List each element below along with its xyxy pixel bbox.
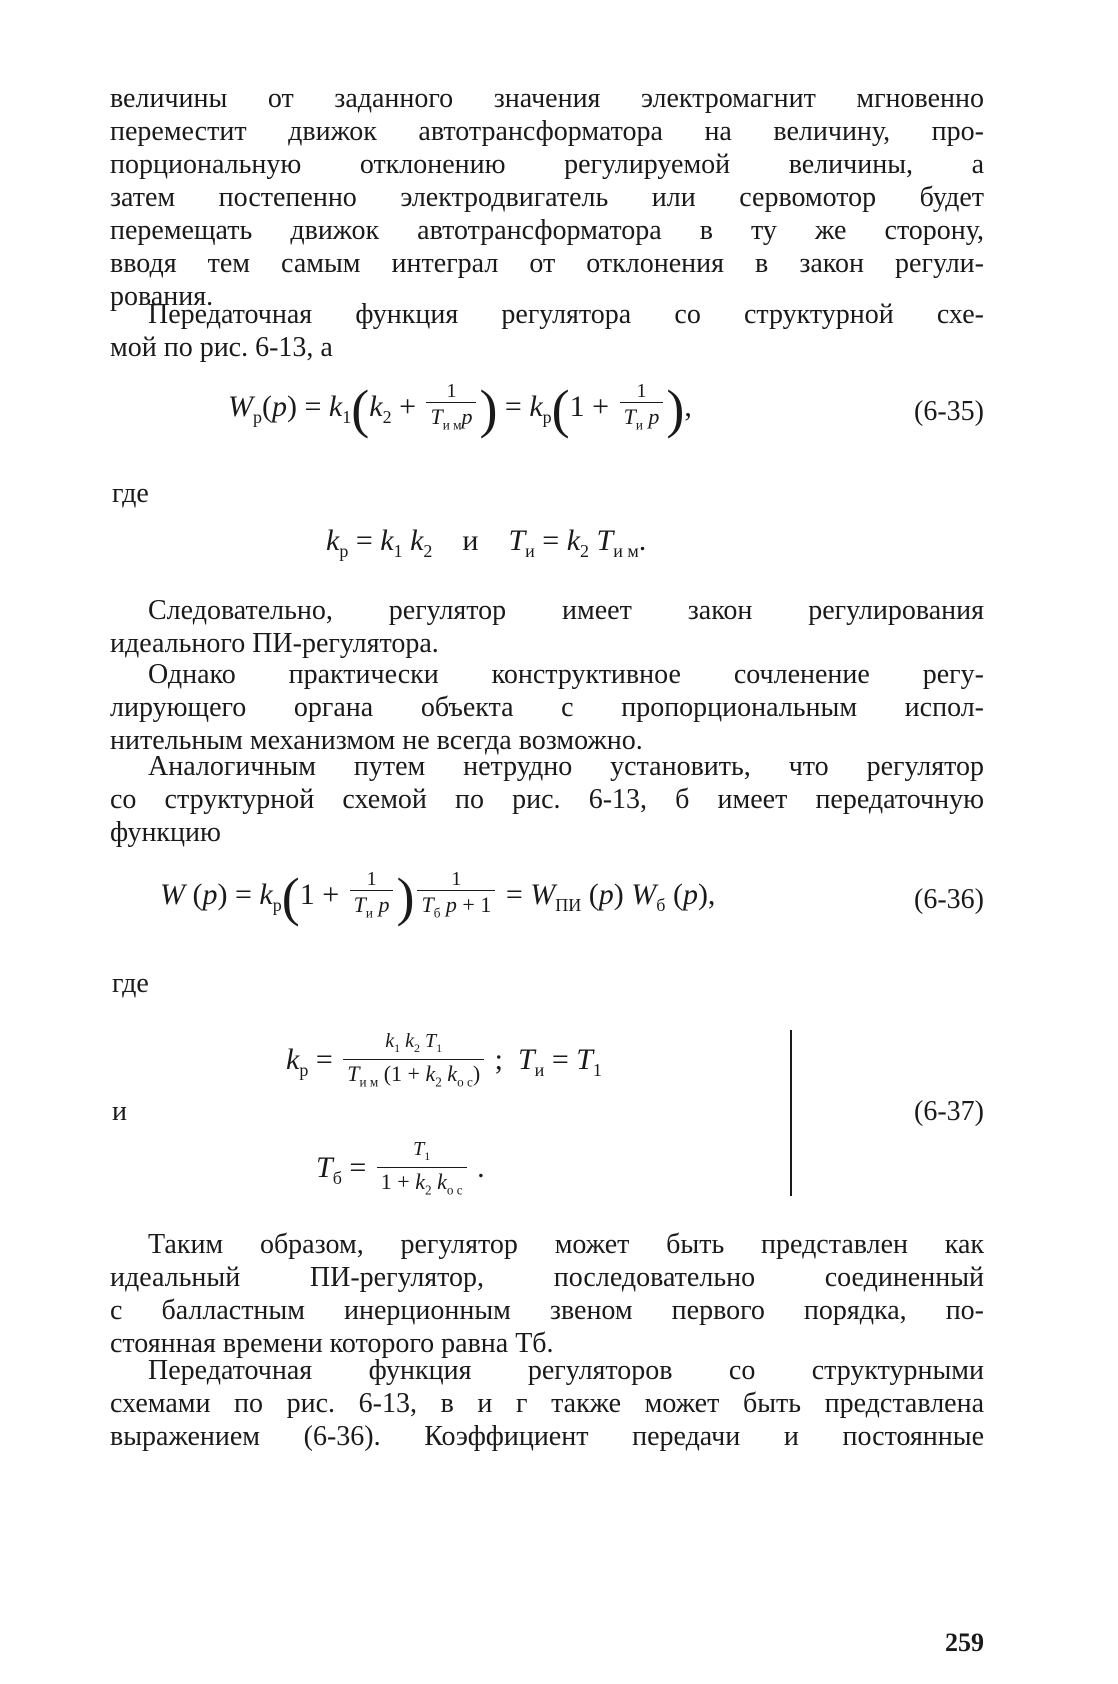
text-line: величины от заданного значения электромагнит мгновенно [110, 83, 984, 114]
paragraph-6 [110, 1228, 984, 1360]
text-line: нительным механизмом не всегда возможно. [110, 725, 643, 756]
right-brace [790, 1030, 792, 1196]
text-line: мой по рис. 6-13, а [110, 332, 333, 363]
equation-number: (6-35) [914, 396, 984, 427]
text-line: перемещать движок автотрансформатора в ту же сторону, [110, 215, 984, 246]
equation-6-36: W $(p) = k_р(1$ + $\frac{1}{T_и p}$ ) $\frac{1}{T_б p + 1}$ = $W_{ПИ}$ (p) $W_б$ (p), [160, 867, 716, 927]
text-line: выражением (6-36). Коэффициент передачи и постоянные [110, 1421, 984, 1452]
paragraph-2 [110, 298, 984, 364]
text-line: функцию [110, 817, 221, 848]
equation-number: (6-37) [914, 1096, 984, 1127]
paragraph-4 [110, 658, 984, 757]
equation-tb-6-37: $T_б$ = $\frac{T_1}{1 + k_2 k_{о с}}$ . [316, 1138, 485, 1202]
paragraph-5 [110, 750, 984, 849]
text-line: вводя тем самым интеграл от отклонения в закон регули- [110, 248, 984, 279]
text-line: Однако практически конструктивное сочленение регу- [148, 659, 984, 690]
text-line: затем постепенно электродвигатель или сервомотор будет [110, 182, 984, 213]
text-line: идеального ПИ-регулятора. [110, 628, 439, 659]
text-line: Таким образом, регулятор может быть представлен как [148, 1229, 984, 1260]
text-line: идеальный ПИ-регулятор, последовательно соединенный [110, 1262, 984, 1293]
text-line: Следовательно, регулятор имеет закон регулирования [148, 595, 984, 626]
equation-6-35: $W_р(p) = k_1(k_2$ + $\frac{1}{T_{и м}p}$ ) = $k_р(1$ + $\frac{1}{T_и p}$ ), [228, 379, 692, 439]
text-line: со структурной схемой по рис. 6-13, б имеет передаточную [110, 784, 984, 815]
text-line: стоянная времени которого равна Tб. [110, 1328, 554, 1359]
and-word: и [112, 1096, 127, 1127]
where-word: где [112, 478, 149, 509]
paragraph-1 [110, 82, 984, 313]
equation-number: (6-36) [914, 884, 984, 915]
text-line: порциональную отклонению регулируемой величины, а [110, 149, 984, 180]
text-line: переместит движок автотрансформатора на величину, про- [110, 116, 984, 147]
equation-kp-ti: $k_р = k_1$ $k_2$ и $T_и = k_2$ $T_{и м}$. [326, 524, 647, 561]
text-line: рования. [110, 281, 214, 312]
equation-kp-6-37: $k_р$ = $\frac{k_1 k_2 T_1}{T_{и м} (1 + k_2 k_{о с})}$ ; $T_и = T_1$ [286, 1030, 602, 1094]
text-line: Аналогичным путем нетрудно установить, что регулятор [148, 751, 984, 782]
page-number: 259 [945, 1628, 984, 1657]
text-line: Передаточная функция регулятора со структурной схе- [148, 299, 984, 330]
where-word: где [112, 968, 149, 999]
text-line: лирующего органа объекта с пропорциональным испол- [110, 692, 984, 723]
paragraph-3 [110, 594, 984, 660]
paragraph-7 [110, 1354, 984, 1453]
text-line: Передаточная функция регуляторов со структурными [148, 1355, 984, 1386]
text-line: схемами по рис. 6-13, в и г также может быть представлена [110, 1388, 984, 1419]
text-line: с балластным инерционным звеном первого порядка, по- [110, 1295, 984, 1326]
